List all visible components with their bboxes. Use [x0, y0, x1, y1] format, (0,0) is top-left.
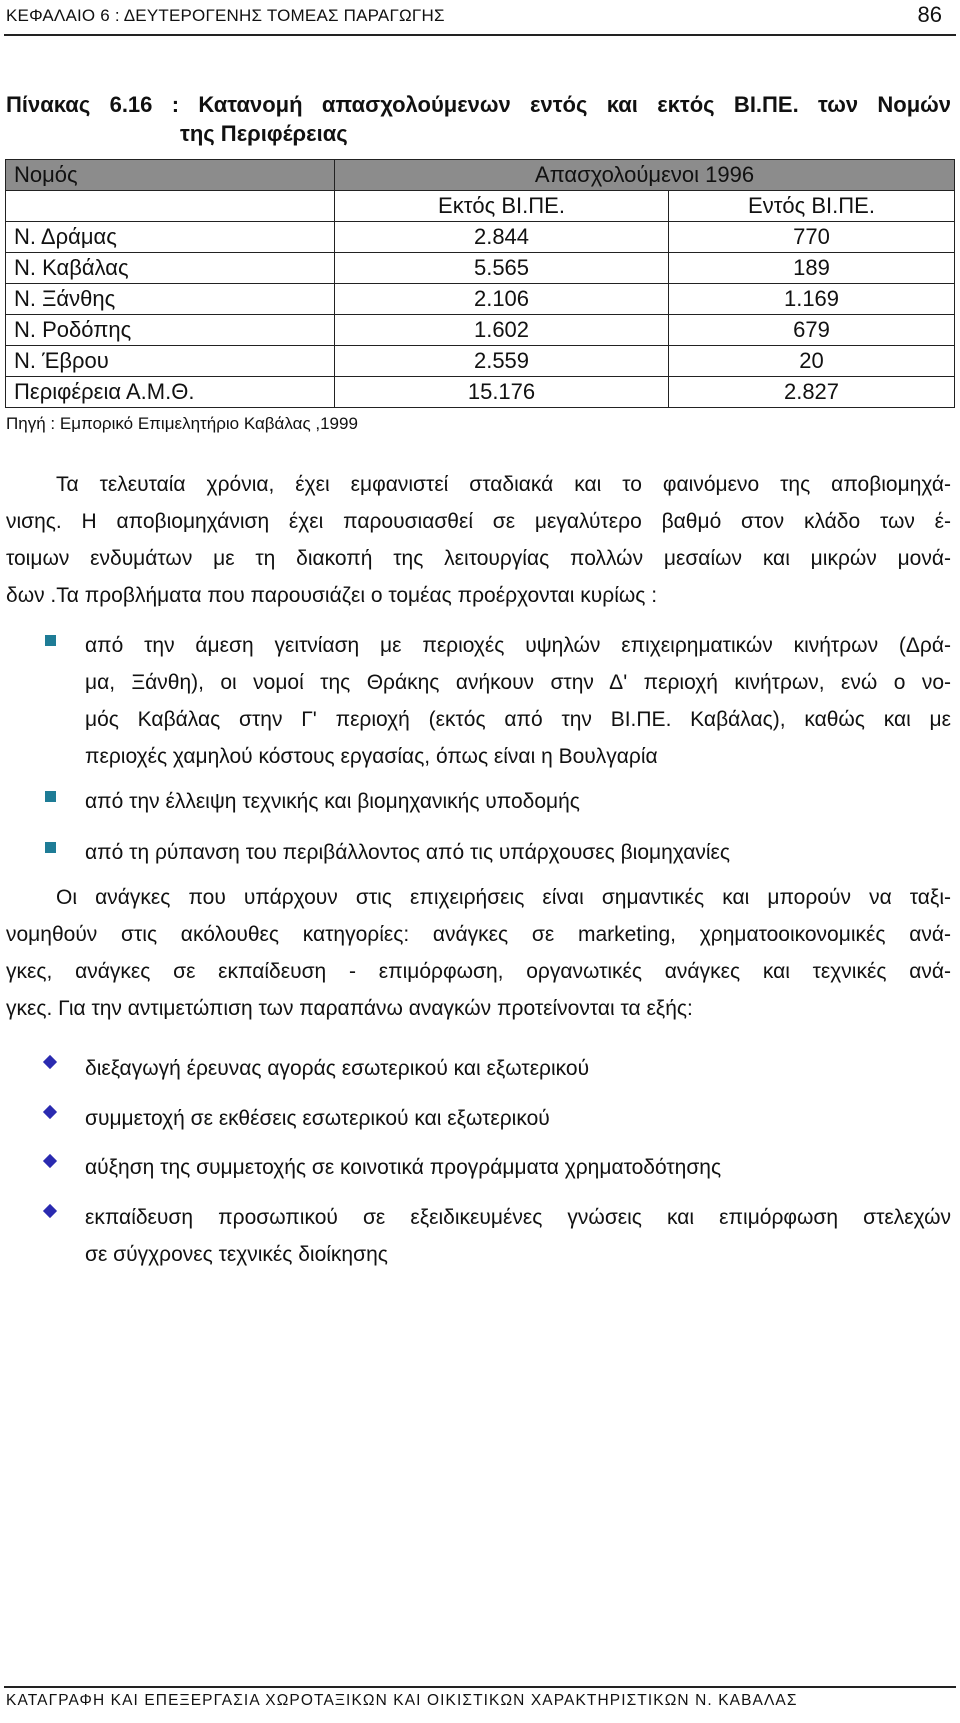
row-outside: 15.176: [335, 377, 669, 408]
row-name: Περιφέρεια Α.Μ.Θ.: [6, 377, 335, 408]
chapter-title: ΚΕΦΑΛΑΙΟ 6 : ΔΕΥΤΕΡΟΓΕΝΗΣ ΤΟΜΕΑΣ ΠΑΡΑΓΩΓΗΣ: [6, 6, 445, 25]
row-inside: 770: [669, 222, 955, 253]
list-item-line: από τη ρύπανση του περιβάλλοντος από τις υπάρχουσες βιομηχανίες: [85, 841, 731, 864]
list-item-line: περιοχές χαμηλού κόστους εργασίας, όπως είναι η Βουλγαρία: [85, 745, 658, 768]
table-title: [6, 90, 951, 148]
table-row: [6, 377, 955, 408]
list-item-line: συμμετοχή σε εκθέσεις εσωτερικού και εξωτερικού: [85, 1107, 550, 1130]
row-name: Ν. Δράμας: [6, 222, 335, 253]
header-rule: [4, 34, 956, 36]
table-row: [6, 315, 955, 346]
table-header-row: [6, 160, 955, 191]
paragraph-line: Οι ανάγκες που υπάρχουν στις επιχειρήσεις είναι σημαντικές και μπορούν να ταξι-: [56, 886, 951, 909]
row-inside: 189: [669, 253, 955, 284]
row-name: Ν. Ροδόπης: [6, 315, 335, 346]
row-outside: 2.559: [335, 346, 669, 377]
subheader-inside: Εντός ΒΙ.ΠΕ.: [669, 191, 955, 222]
row-inside: 1.169: [669, 284, 955, 315]
table-title-line-1: Πίνακας 6.16 : Κατανομή απασχολούμενων εντός και εκτός ΒΙ.ΠΕ. των Νομών: [6, 92, 951, 117]
group-header-employed: Απασχολούμενοι 1996: [335, 160, 955, 191]
paragraph-line: τοιμων ενδυμάτων με τη διακοπή της λειτουργίας πολλών μεσαίων και μικρών μονά-: [6, 547, 951, 570]
list-item-line: αύξηση της συμμετοχής σε κοινοτικά προγράμματα χρηματοδότησης: [85, 1156, 722, 1179]
diamond-bullet-icon: [43, 1105, 57, 1119]
list-item-line: μός Καβάλας στην Γ' περιοχή (εκτός από την ΒΙ.ΠΕ. Καβάλας), καθώς και με: [85, 708, 951, 731]
footer-rule: [4, 1686, 956, 1688]
table-row: [6, 222, 955, 253]
list-item-line: σε σύγχρονες τεχνικές διοίκησης: [85, 1243, 388, 1266]
paragraph-line: δων .Τα προβλήματα που παρουσιάζει ο τομέας προέρχονται κυρίως :: [6, 584, 658, 607]
square-bullet-icon: [45, 791, 56, 802]
row-inside: 679: [669, 315, 955, 346]
footer-title: ΚΑΤΑΓΡΑΦΗ ΚΑΙ ΕΠΕΞΕΡΓΑΣΙΑ ΧΩΡΟΤΑΞΙΚΩΝ ΚΑΙ ΟΙΚΙΣΤΙΚΩΝ ΧΑΡΑΚΤΗΡΙΣΤΙΚΩΝ Ν. ΚΑΒΑΛΑΣ: [6, 1692, 798, 1709]
paragraph-needs: [6, 879, 951, 1027]
table-source: Πηγή : Εμπορικό Επιμελητήριο Καβάλας ,1999: [6, 414, 358, 433]
paragraph-line: νισης. Η αποβιομηχάνιση έχει παρουσιασθεί σε μεγαλύτερο βαθμό στον κλάδο των έ-: [6, 510, 951, 533]
diamond-bullet-icon: [43, 1204, 57, 1218]
row-outside: 5.565: [335, 253, 669, 284]
row-name: Ν. Έβρου: [6, 346, 335, 377]
paragraph-line: Τα τελευταία χρόνια, έχει εμφανιστεί σταδιακά και το φαινόμενο της αποβιομηχά-: [56, 473, 951, 496]
square-bullet-icon: [45, 635, 56, 646]
subheader-outside: Εκτός ΒΙ.ΠΕ.: [335, 191, 669, 222]
table-row: [6, 284, 955, 315]
table-row: [6, 253, 955, 284]
square-bullet-icon: [45, 842, 56, 853]
col-header-nomos: Νομός: [6, 160, 335, 191]
table-title-line-2: της Περιφέρειας: [180, 121, 348, 146]
list-item-line: μα, Ξάνθη), οι νομοί της Θράκης ανήκουν στην Δ' περιοχή κινήτρων, ενώ ο νο-: [85, 671, 951, 694]
row-outside: 2.106: [335, 284, 669, 315]
diamond-bullet-icon: [43, 1154, 57, 1168]
table-subheader-row: [6, 191, 955, 222]
row-inside: 2.827: [669, 377, 955, 408]
row-name: Ν. Καβάλας: [6, 253, 335, 284]
row-name: Ν. Ξάνθης: [6, 284, 335, 315]
diamond-bullet-icon: [43, 1055, 57, 1069]
row-outside: 2.844: [335, 222, 669, 253]
list-item-line: από την έλλειψη τεχνικής και βιομηχανικής υποδομής: [85, 790, 580, 813]
list-item-line: εκπαίδευση προσωπικού σε εξειδικευμένες γνώσεις και επιμόρφωση στελεχών: [85, 1206, 951, 1229]
list-item-line: από την άμεση γειτνίαση με περιοχές υψηλών επιχειρηματικών κινήτρων (Δρά-: [85, 634, 951, 657]
paragraph-line: νομηθούν στις ακόλουθες κατηγορίες: ανάγκες σε marketing, χρηματοοικονομικές ανά-: [6, 923, 951, 946]
list-item-line: διεξαγωγή έρευνας αγοράς εσωτερικού και εξωτερικού: [85, 1057, 590, 1080]
empty-cell: [6, 191, 335, 222]
paragraph-deindustrialization: [6, 466, 951, 614]
paragraph-line: γκες, ανάγκες σε εκπαίδευση - επιμόρφωση, οργανωτικές ανάγκες και τεχνικές ανά-: [6, 960, 951, 983]
row-outside: 1.602: [335, 315, 669, 346]
paragraph-line: γκες. Για την αντιμετώπιση των παραπάνω αναγκών προτείνονται τα εξής:: [6, 997, 693, 1020]
table-row: [6, 346, 955, 377]
employment-table: [5, 159, 955, 408]
page-number: 86: [917, 2, 942, 27]
row-inside: 20: [669, 346, 955, 377]
